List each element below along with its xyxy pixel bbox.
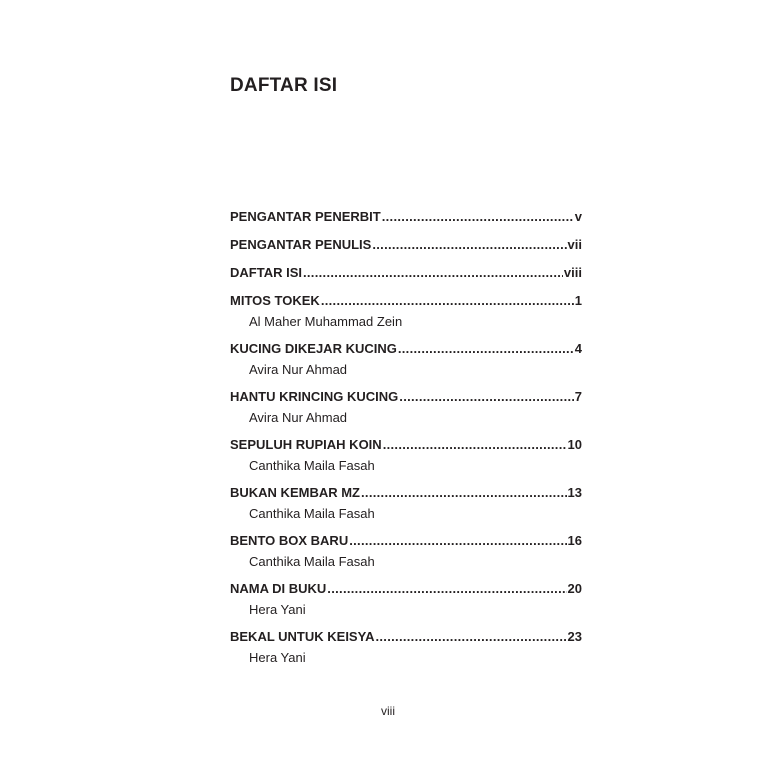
dot-leader [382, 208, 574, 225]
toc-entry [230, 484, 582, 523]
toc-entry-line [230, 340, 582, 357]
toc-entry-page: 10 [567, 437, 582, 452]
toc-entry-title: DAFTAR ISI [230, 265, 302, 280]
toc-entry-title: PENGANTAR PENULIS [230, 237, 372, 252]
toc-entry-title: KUCING DIKEJAR KUCING [230, 341, 397, 356]
page-number: viii [381, 704, 395, 718]
toc-entry [230, 264, 582, 281]
toc-entry [230, 208, 582, 225]
toc-entry-title: BEKAL UNTUK KEISYA [230, 629, 375, 644]
toc-entry-title: NAMA DI BUKU [230, 581, 327, 596]
toc-entry-page: viii [563, 265, 582, 280]
dot-leader [383, 436, 567, 453]
toc-entry-line [230, 580, 582, 597]
toc-entry [230, 236, 582, 253]
toc-entry [230, 628, 582, 667]
toc-entry-author: Avira Nur Ahmad [249, 362, 348, 377]
toc-entry-line [230, 236, 582, 253]
toc-entry-line [230, 628, 582, 645]
toc-entry [230, 340, 582, 379]
toc-entry [230, 292, 582, 331]
toc-entry-line [230, 388, 582, 405]
toc-entry-line [230, 208, 582, 225]
dot-leader [372, 236, 566, 253]
toc-entry-line [230, 532, 582, 549]
toc-entry [230, 436, 582, 475]
toc-entry-page: 23 [567, 629, 582, 644]
toc-entry [230, 532, 582, 571]
dot-leader [398, 340, 574, 357]
toc-entry-title: PENGANTAR PENERBIT [230, 209, 381, 224]
toc-entry [230, 388, 582, 427]
toc-entry-title: HANTU KRINCING KUCING [230, 389, 399, 404]
toc-entry-title: BUKAN KEMBAR MZ [230, 485, 360, 500]
toc-entry-page: 13 [567, 485, 582, 500]
toc-entry-line [230, 292, 582, 309]
toc-entry-title: SEPULUH RUPIAH KOIN [230, 437, 382, 452]
toc-entry-page: 7 [574, 389, 582, 404]
toc-entry-author: Al Maher Muhammad Zein [249, 314, 403, 329]
toc-entry-author: Hera Yani [249, 650, 306, 665]
dot-leader [375, 628, 566, 645]
table-of-contents [230, 208, 582, 676]
toc-entry-author: Hera Yani [249, 602, 306, 617]
dot-leader [327, 580, 566, 597]
dot-leader [303, 264, 563, 281]
toc-entry-author: Avira Nur Ahmad [249, 410, 348, 425]
toc-entry-page: vii [567, 237, 582, 252]
toc-entry-page: 20 [567, 581, 582, 596]
toc-entry-author: Canthika Maila Fasah [249, 506, 375, 521]
dot-leader [321, 292, 574, 309]
toc-entry-author: Canthika Maila Fasah [249, 458, 375, 473]
toc-entry [230, 580, 582, 619]
dot-leader [361, 484, 567, 501]
dot-leader [399, 388, 573, 405]
toc-entry-page: v [574, 209, 582, 224]
toc-entry-page: 4 [574, 341, 582, 356]
toc-entry-line [230, 484, 582, 501]
toc-entry-title: MITOS TOKEK [230, 293, 320, 308]
toc-entry-line [230, 436, 582, 453]
toc-entry-line [230, 264, 582, 281]
toc-entry-title: BENTO BOX BARU [230, 533, 349, 548]
toc-entry-page: 16 [567, 533, 582, 548]
dot-leader [349, 532, 566, 549]
toc-entry-page: 1 [574, 293, 582, 308]
toc-entry-author: Canthika Maila Fasah [249, 554, 375, 569]
page-title: DAFTAR ISI [230, 75, 338, 96]
